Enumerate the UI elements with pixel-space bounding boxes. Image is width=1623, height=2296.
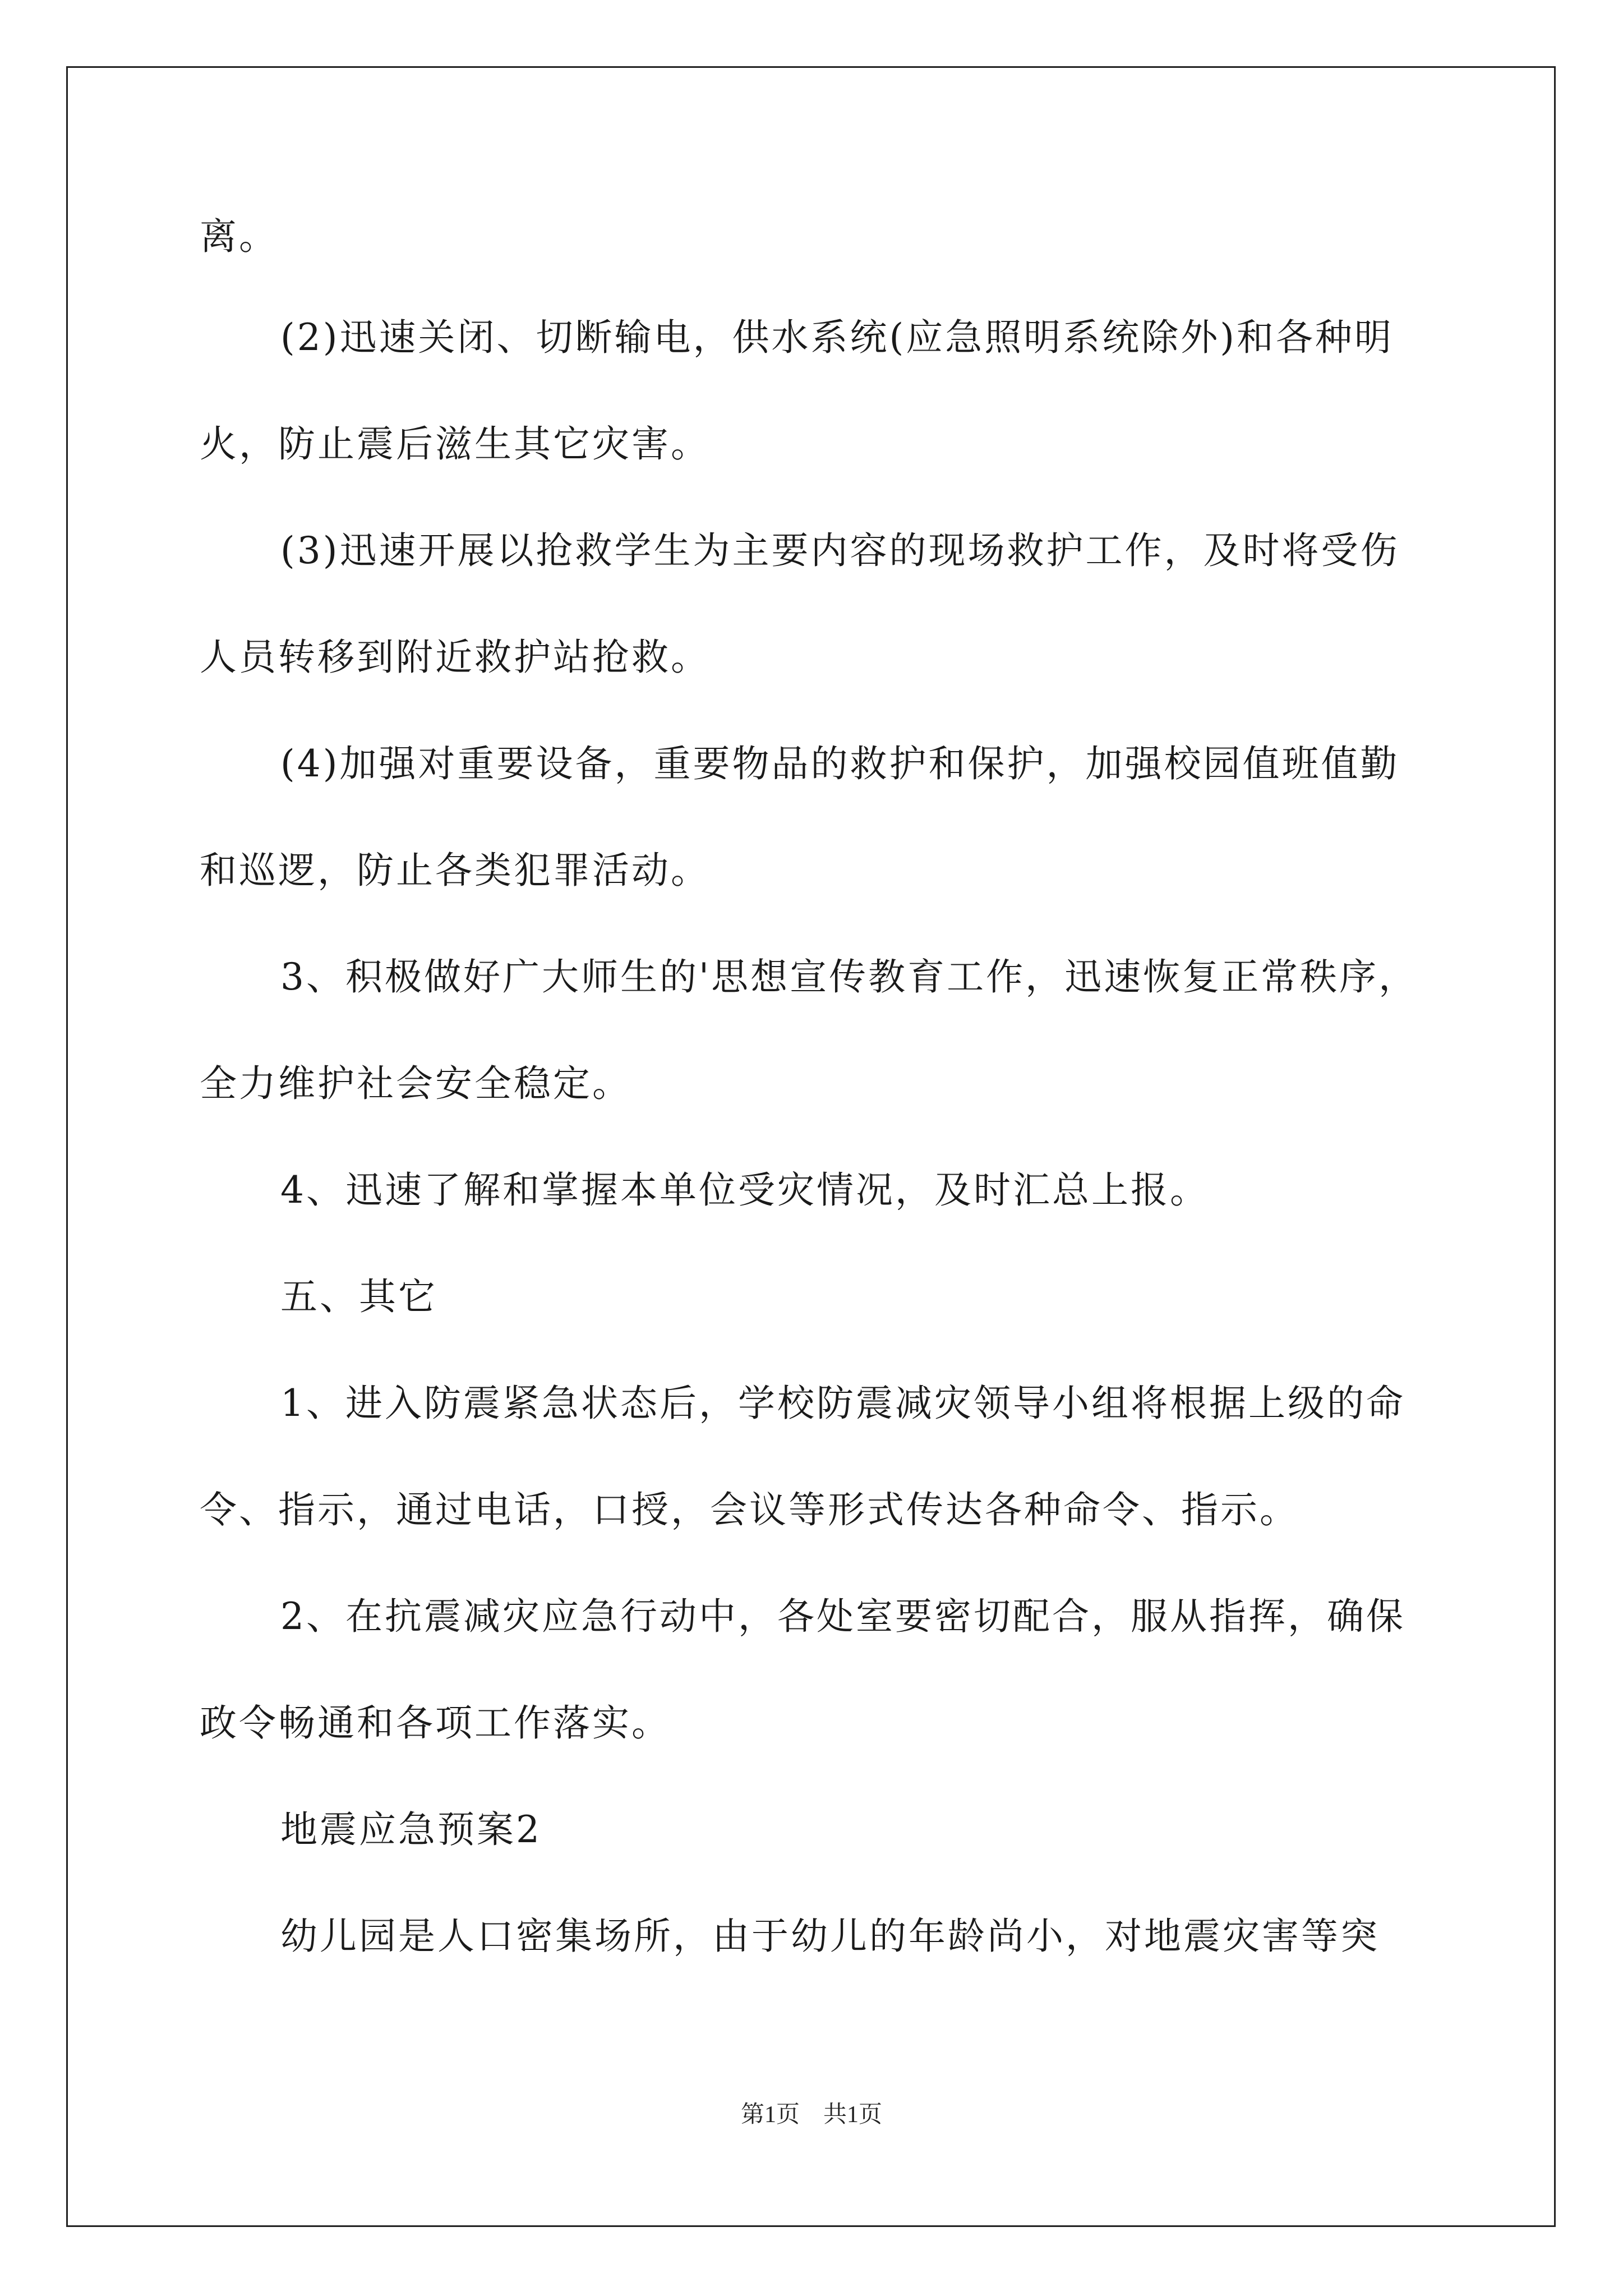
- text-line: 离。: [200, 215, 278, 258]
- text-line: 令、指示，通过电话，口授，会议等形式传达各种命令、指示。: [200, 1488, 1299, 1531]
- page-footer: 第1页 共1页: [740, 2102, 882, 2128]
- text-line: 幼儿园是人口密集场所，由于幼儿的年龄尚小，对地震灾害等突: [280, 1915, 1380, 1958]
- page-border: [66, 66, 1556, 2227]
- section-heading: 五、其它: [280, 1275, 437, 1318]
- text-line: 3、积极做好广大师生的'思想宣传教育工作，迅速恢复正常秩序，: [280, 955, 1418, 999]
- text-line: (3)迅速开展以抢救学生为主要内容的现场救护工作，及时将受伤: [280, 529, 1400, 572]
- text-line: 4、迅速了解和掌握本单位受灾情况，及时汇总上报。: [280, 1168, 1209, 1212]
- text-line: 政令畅通和各项工作落实。: [200, 1701, 671, 1745]
- text-line: 2、在抗震减灾应急行动中，各处室要密切配合，服从指挥，确保: [280, 1595, 1405, 1638]
- section-heading: 地震应急预案2: [280, 1808, 542, 1851]
- text-line: 和巡逻，防止各类犯罪活动。: [200, 849, 710, 892]
- text-line: 火，防止震后滋生其它灾害。: [200, 422, 710, 466]
- text-line: (2)迅速关闭、切断输电，供水系统(应急照明系统除外)和各种明: [280, 316, 1394, 359]
- text-line: 全力维护社会安全稳定。: [200, 1062, 631, 1105]
- text-line: 人员转移到附近救护站抢救。: [200, 636, 710, 679]
- text-line: (4)加强对重要设备，重要物品的救护和保护，加强校园值班值勤: [280, 742, 1400, 785]
- text-line: 1、进入防震紧急状态后，学校防震减灾领导小组将根据上级的命: [280, 1382, 1405, 1425]
